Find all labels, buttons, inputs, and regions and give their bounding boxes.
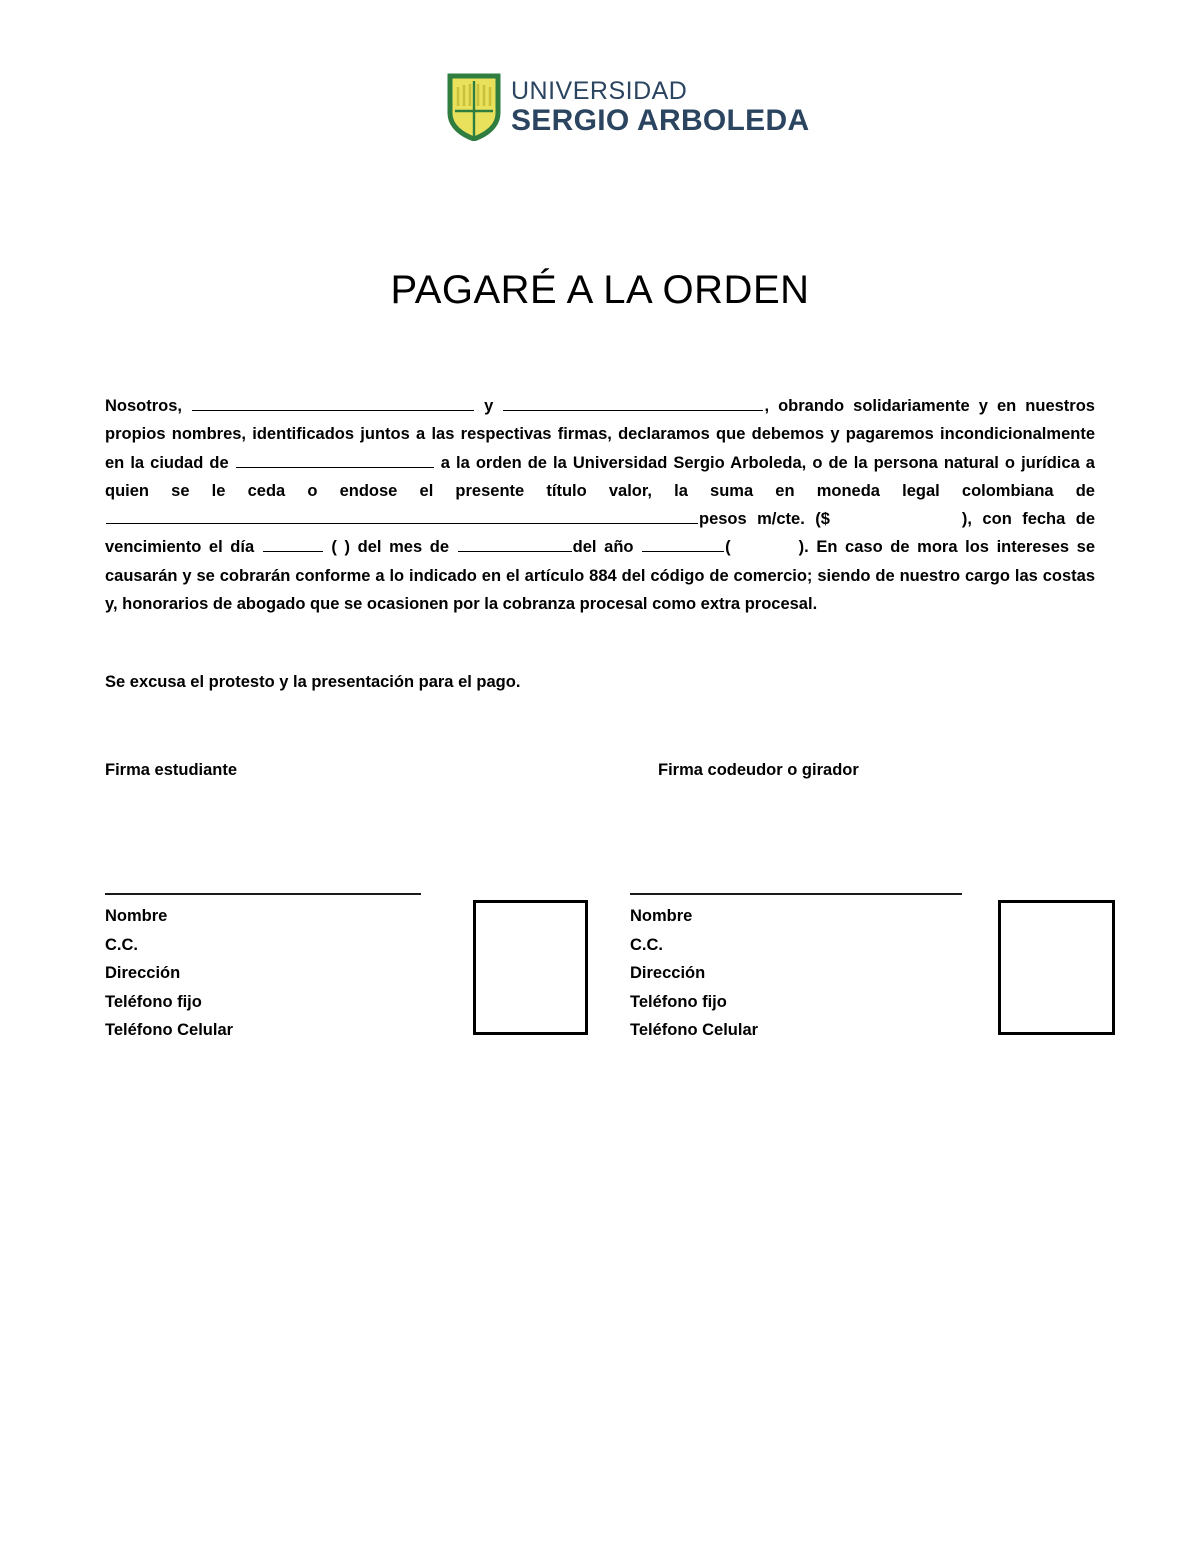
month-blank[interactable] <box>458 536 572 552</box>
codebtor-field-telefono-fijo: Teléfono fijo <box>630 992 727 1011</box>
body-segment-6: ), con fecha de vencimiento el día <box>105 510 1095 557</box>
codebtor-field-direccion: Dirección <box>630 964 706 982</box>
year-blank[interactable] <box>642 536 724 552</box>
logo-line-universidad: UNIVERSIDAD <box>511 76 688 105</box>
debtor-name-2-blank[interactable] <box>503 395 763 411</box>
promissory-note-body <box>105 392 1095 618</box>
body-segment-3: , obrando solidariamente y en nuestros propios nombres, identificados juntos a las respectivas firmas, declaramos que debemos y pagaremos incondicionalmente en la ciudad de <box>105 397 1095 472</box>
student-field-telefono-celular: Teléfono Celular <box>105 1021 234 1039</box>
codebtor-field-list <box>630 902 758 1045</box>
body-segment-7: ( ) del mes de <box>331 538 450 557</box>
codebtor-signature-heading: Firma codeudor o girador <box>658 761 859 779</box>
protest-waiver-text: Se excusa el protesto y la presentación para el pago. <box>105 673 521 691</box>
body-segment-5: pesos m/cte. ($ <box>699 510 830 529</box>
shield-icon <box>447 73 501 141</box>
university-logo <box>447 73 809 141</box>
logo-line-sergio-arboleda: SERGIO ARBOLEDA <box>511 103 810 137</box>
amount-words-blank[interactable] <box>106 508 698 524</box>
student-signature-heading: Firma estudiante <box>105 761 238 779</box>
city-blank[interactable] <box>236 452 434 468</box>
day-blank[interactable] <box>263 536 323 552</box>
body-segment-10: ). En caso de mora los intereses se causarán y se cobrarán conforme a lo indicado en el artículo 884 del código de comercio; siendo de nuestro cargo las costas y, honorarios de abogado que se ocasionen por la cobranza procesal como extra procesal. <box>105 538 1096 614</box>
student-field-telefono-fijo: Teléfono fijo <box>105 992 202 1011</box>
student-field-nombre: Nombre <box>105 907 168 925</box>
codebtor-field-telefono-celular: Teléfono Celular <box>630 1021 759 1039</box>
codebtor-field-cc: C.C. <box>630 935 663 954</box>
debtor-name-1-blank[interactable] <box>192 395 474 411</box>
body-segment-8: del año <box>572 538 634 557</box>
body-segment-2: y <box>484 397 494 415</box>
page-title: PAGARÉ A LA ORDEN <box>390 268 810 312</box>
student-signature-line[interactable] <box>105 893 421 895</box>
body-segment-1: Nosotros, <box>105 397 183 415</box>
body-segment-9: ( <box>725 538 731 557</box>
student-field-cc: C.C. <box>105 935 138 954</box>
codebtor-fingerprint-box[interactable] <box>998 900 1115 1035</box>
body-segment-4: a la orden de la Universidad Sergio Arboleda, o de la persona natural o jurídica a quien se le ceda o endose el presente título valor, la suma en moneda legal colombiana de <box>105 453 1095 500</box>
codebtor-signature-line[interactable] <box>630 893 962 895</box>
codebtor-field-nombre: Nombre <box>630 907 693 925</box>
student-field-direccion: Dirección <box>105 964 181 982</box>
student-fingerprint-box[interactable] <box>473 900 588 1035</box>
student-field-list <box>105 902 233 1045</box>
logo-wordmark <box>511 76 810 137</box>
